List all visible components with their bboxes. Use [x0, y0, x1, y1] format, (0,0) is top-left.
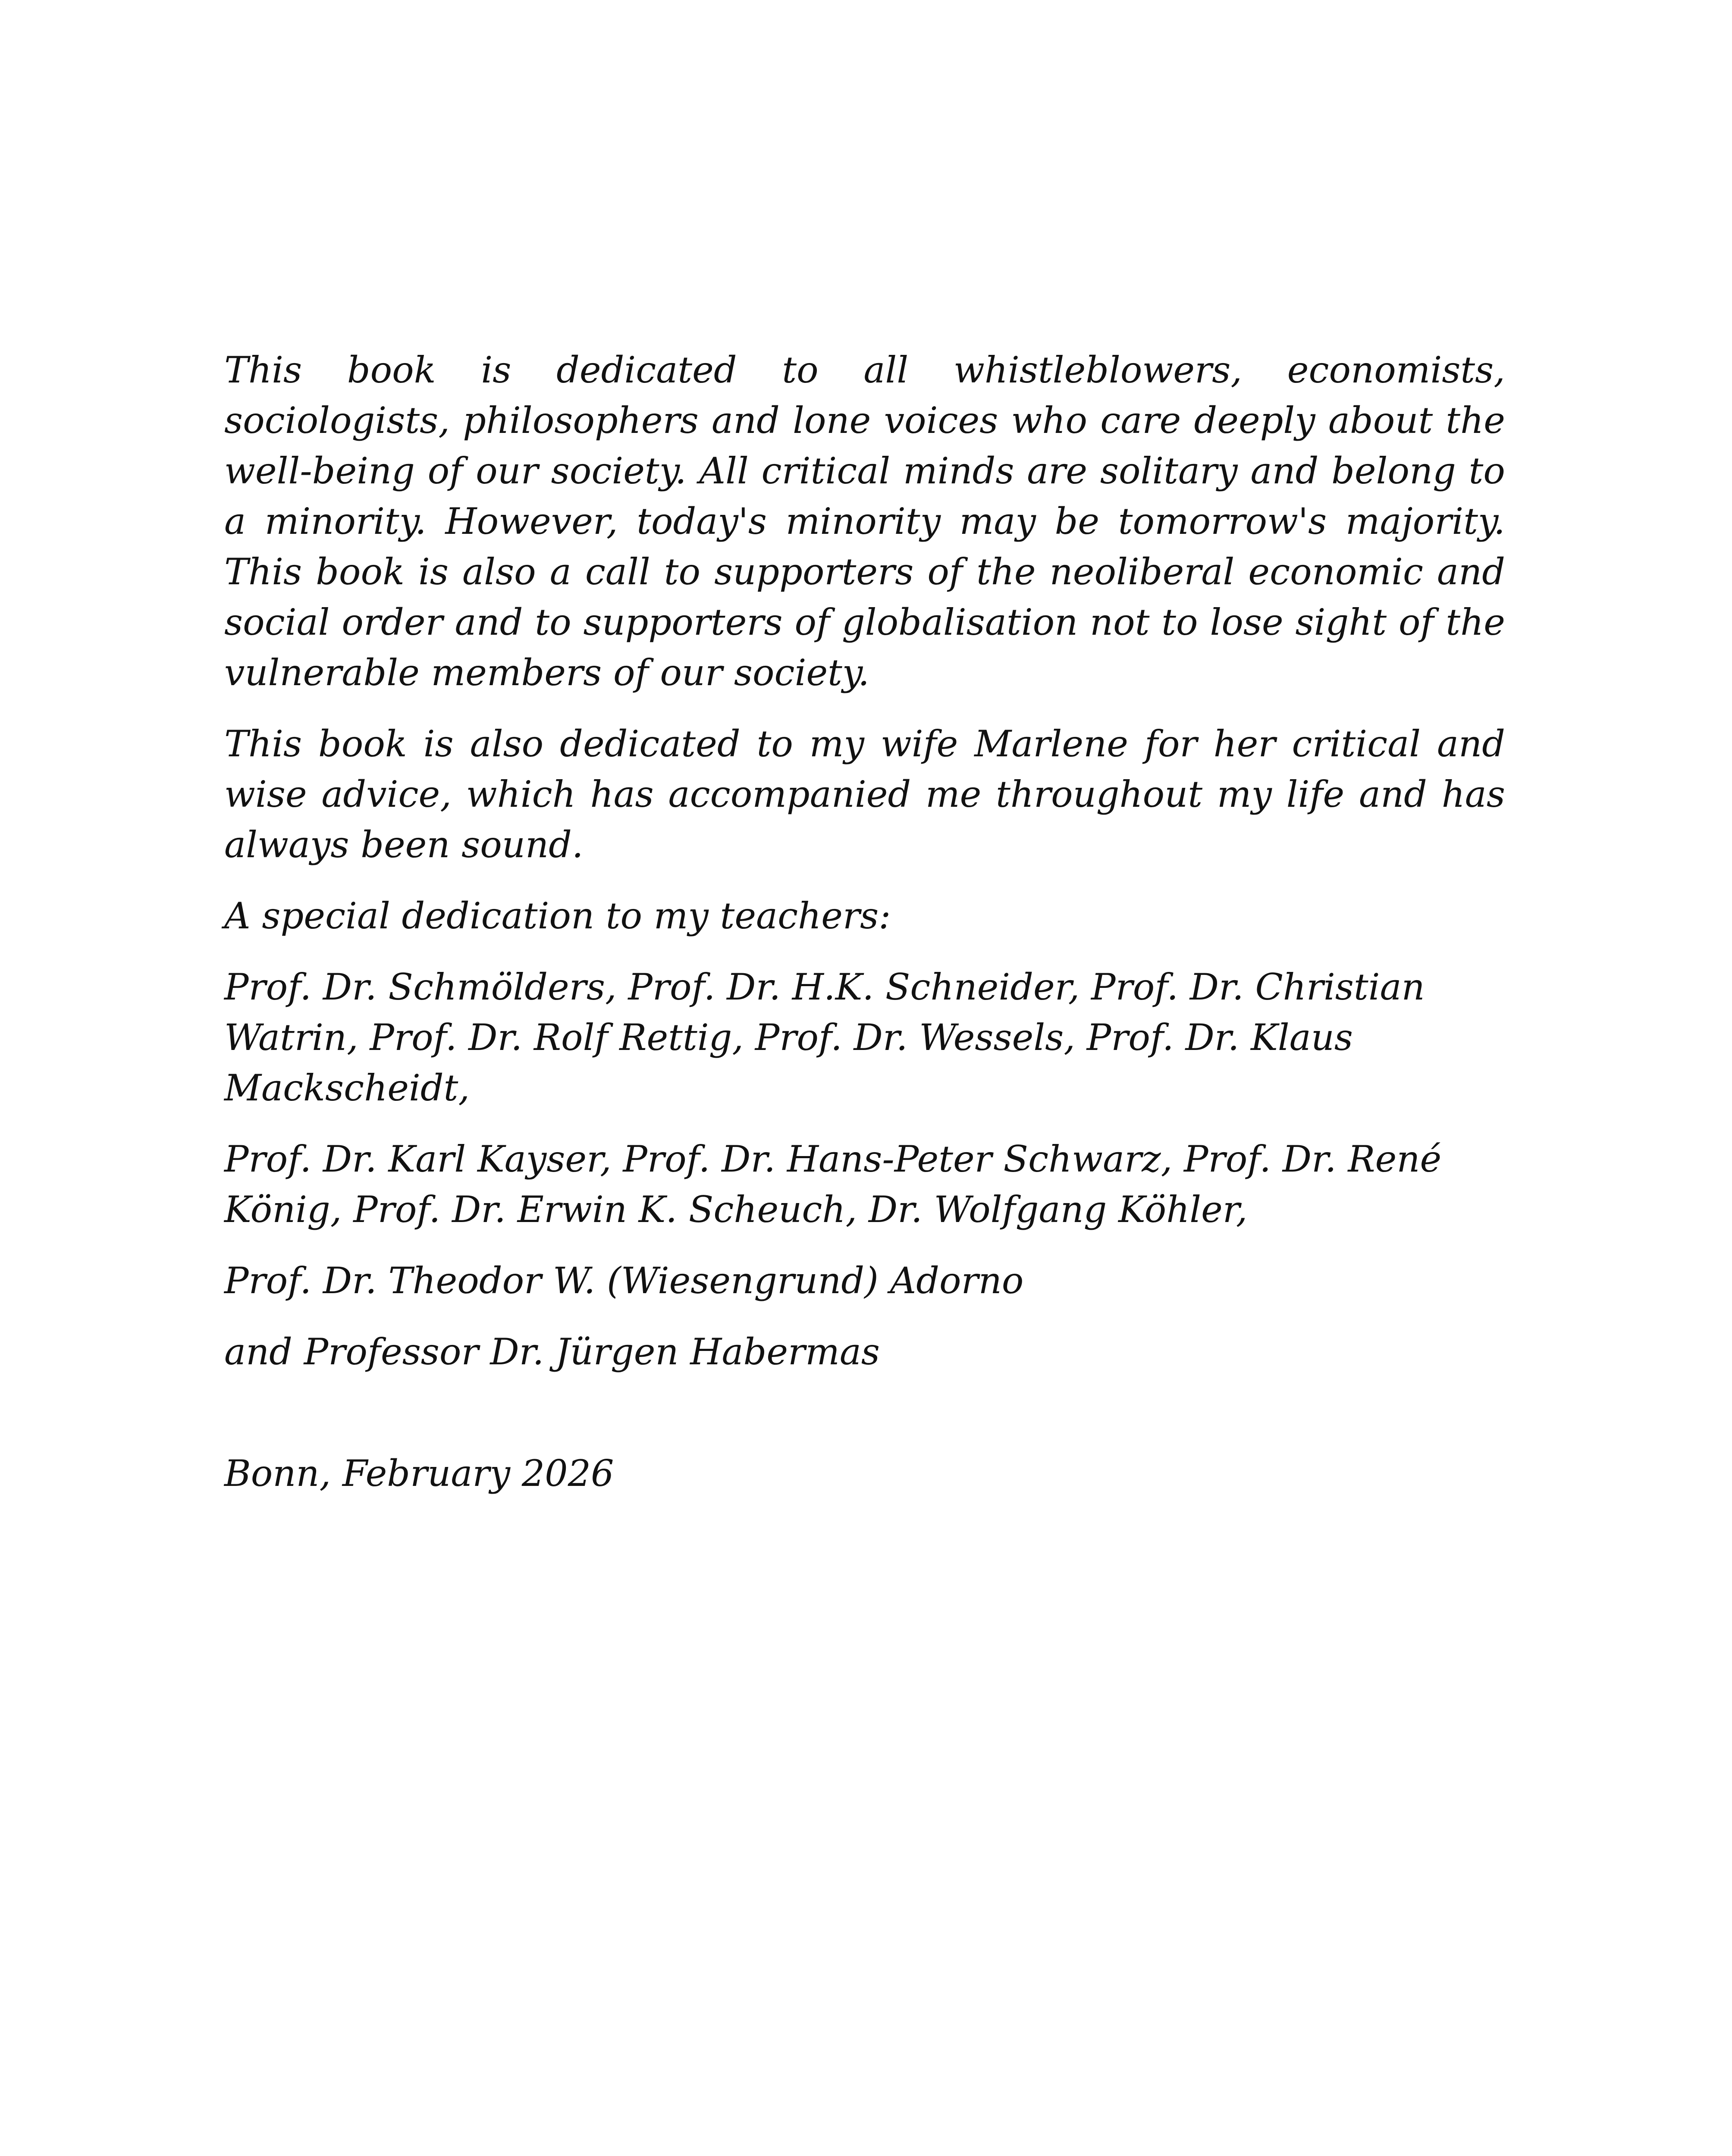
- dedication-paragraph-whistleblowers: This book is dedicated to all whistleblowers, economists, sociologists, philosophers and lone voices who care deeply about the well-being of our society. All critical minds are solitary and belong to a minority. However, today's minority may be tomorrow's majority. This book is also a call to supporters of the neoliberal economic and social order and to supporters of globalisation not to lose sight of the vulnerable members of our society.: [224, 349, 1505, 694]
- dedication-text: [224, 345, 1505, 1520]
- dedication-paragraph-wife: This book is also dedicated to my wife Marlene for her critical and wise advice, which has accompanied me throughout my life and has always been sound.: [224, 723, 1505, 866]
- teachers-list-4: and Professor Dr. Jürgen Habermas: [224, 1331, 880, 1373]
- teachers-list-3: Prof. Dr. Theodor W. (Wiesengrund) Adorno: [224, 1260, 1024, 1302]
- teachers-list-2: Prof. Dr. Karl Kayser, Prof. Dr. Hans-Peter Schwarz, Prof. Dr. René König, Prof. Dr. Erwin K. Scheuch, Dr. Wolfgang Köhler,: [224, 1138, 1442, 1231]
- teachers-list-1: Prof. Dr. Schmölders, Prof. Dr. H.K. Schneider, Prof. Dr. Christian Watrin, Prof. Dr. Rolf Rettig, Prof. Dr. Wessels, Prof. Dr. Klaus Mackscheidt,: [224, 966, 1425, 1109]
- teachers-intro: A special dedication to my teachers:: [224, 895, 891, 937]
- place-date: Bonn, February 2026: [224, 1452, 614, 1495]
- spacer: [224, 1398, 1505, 1448]
